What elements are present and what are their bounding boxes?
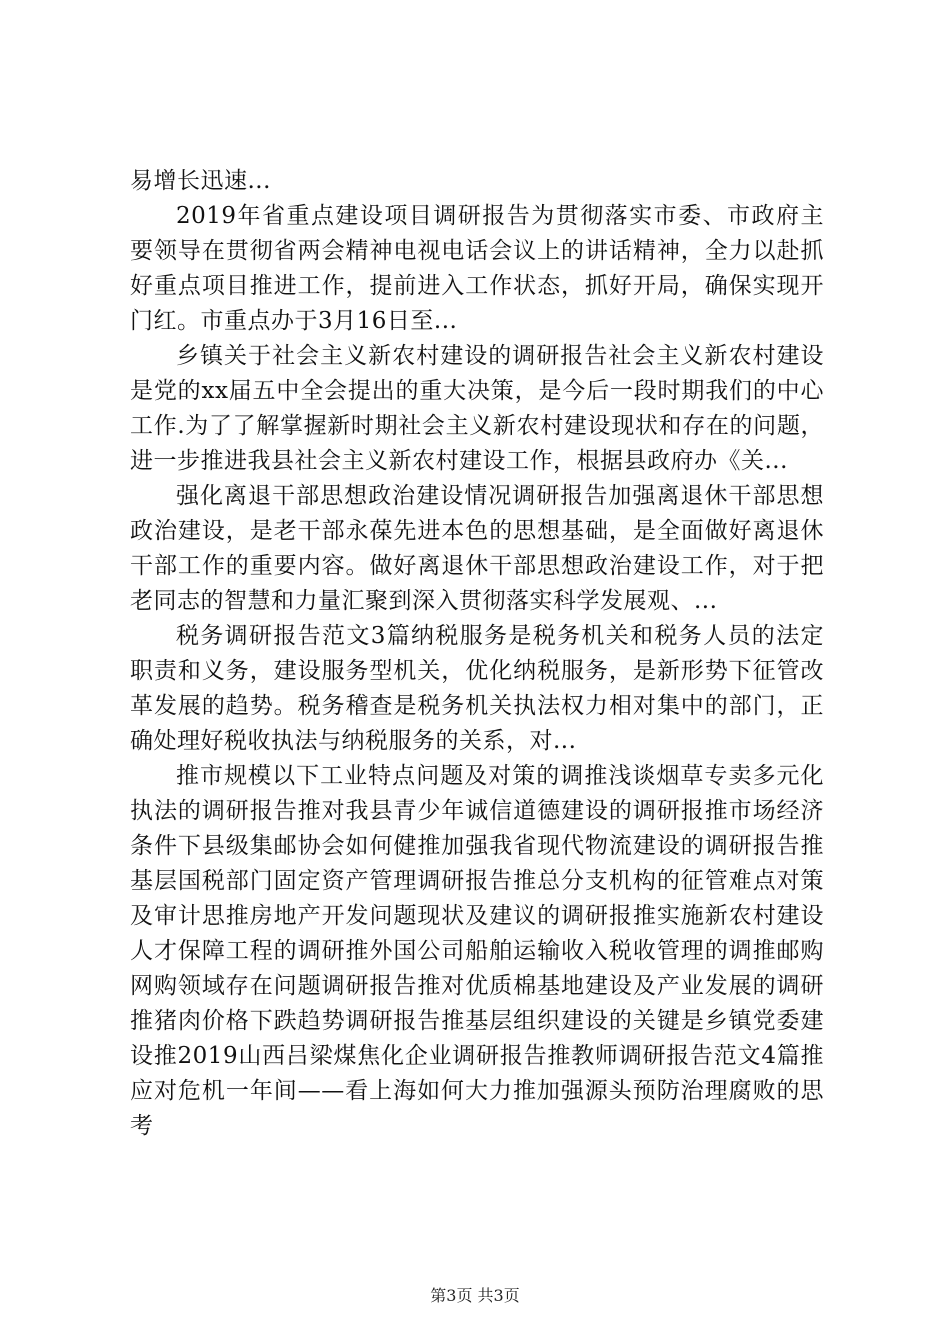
page-footer: 第3页 共3页 bbox=[430, 1286, 520, 1305]
paragraph: 税务调研报告范文3篇纳税服务是税务机关和税务人员的法定职责和义务，建设服务型机关，优化纳税服务，是新形势下征管改革发展的趋势。税务稽查是税务机关执法权力相对集中的部门，正确处理好税收执法与纳税服务的关系，对... bbox=[130, 623, 824, 754]
paragraph: 易增长迅速... bbox=[130, 168, 271, 194]
paragraph: 乡镇关于社会主义新农村建设的调研报告社会主义新农村建设是党的xx届五中全会提出的重大决策，是今后一段时期我们的中心工作.为了了解掌握新时期社会主义新农村建设现状和存在的问题，进一步推进我县社会主义新农村建设工作，根据县政府办《关... bbox=[130, 343, 824, 474]
document-body bbox=[130, 164, 824, 1144]
paragraph: 推市规模以下工业特点问题及对策的调推浅谈烟草专卖多元化执法的调研报告推对我县青少年诚信道德建设的调研报推市场经济条件下县级集邮协会如何健推加强我省现代物流建设的调研报告推基层国税部门固定资产管理调研报告推总分支机构的征管难点对策及审计思推房地产开发问题现状及建议的调研报推实施新农村建设人才保障工程的调研推外国公司船舶运输收入税收管理的调推邮购网购领域存在问题调研报告推对优质棉基地建设及产业发展的调研推猪肉价格下跌趋势调研报告推基层组织建设的关键是乡镇党委建设推2019山西吕梁煤焦化企业调研报告推教师调研报告范文4篇推应对危机一年间——看上海如何大力推加强源头预防治理腐败的思考 bbox=[130, 763, 824, 1139]
paragraph: 2019年省重点建设项目调研报告为贯彻落实市委、市政府主要领导在贯彻省两会精神电视电话会议上的讲话精神，全力以赴抓好重点项目推进工作，提前进入工作状态，抓好开局，确保实现开门红。市重点办于3月16日至... bbox=[130, 203, 824, 334]
paragraph: 强化离退干部思想政治建设情况调研报告加强离退休干部思想政治建设，是老干部永葆先进本色的思想基础，是全面做好离退休干部工作的重要内容。做好离退休干部思想政治建设工作，对于把老同志的智慧和力量汇聚到深入贯彻落实科学发展观、... bbox=[130, 483, 824, 614]
